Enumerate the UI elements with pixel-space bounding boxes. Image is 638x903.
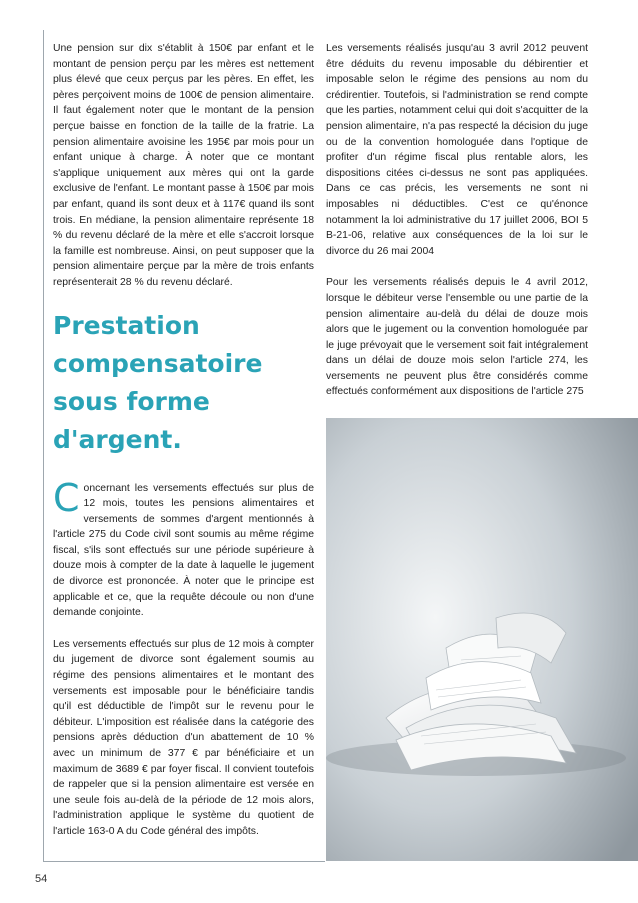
paragraph-pension-stats: Une pension sur dix s'établit à 150€ par enfant et le montant de pension perçu par les mères est nettement plus élevé que ceux perçus par les pères. En effet, les pères perçoivent moins de 100€ de pension alimentaire. Il faut également noter que le montant de la pension perçue baisse en fonction de la taille de la fratrie. La pension alimentaire avoisine les 195€ par mois pour un enfant unique à charge. À noter que ce montant s'applique uniquement aux mères qui ont la garde exclusive de l'enfant. Le montant passe à 150€ par mois par enfant, quand ils sont deux et à 117€ quand ils sont trois. En médiane, la pension alimentaire représente 18 % du revenu déclaré de la mère et elle s'accroit lorsque la famille est nombreuse. Ainsi, on peut supposer que la pension alimentaire perçue par la mère de trois enfants représenterait 28 % du revenu déclaré. xyxy=(53,43,314,288)
paragraph-versements-avant-2012: Les versements réalisés jusqu'au 3 avril 2012 peuvent être déduits du revenu imposable du débirentier et imposable selon le régime des pensions au nom du crédirentier. Toutefois, si l'administration se rend compte que les parties, notamment celui qui doit s'acquitter de la pension alimentaire, n'a pas respecté la décision du juge ou de la convention homologuée dans l'optique de profiter d'un régime fiscal plus rentable alors, les dispositions citées ci-dessus ne sont pas appliquées. Dans ce cas précis, les versements ne sont ni imposables ni déductibles. C'est ce qu'énonce notamment la loi administrative du 17 juillet 2006, BOI 5 B-21-06, relative aux conséquences de la loi sur le divorce du 26 mai 2004 xyxy=(326,43,588,257)
paragraph-regime-fiscal: Les versements effectués sur plus de 12 mois à compter du jugement de divorce sont également soumis au régime des pensions alimentaires et le montant des versements est imposable pour le bénéficiaire tandis qu'il est déductible de l'impôt sur le revenu pour le débiteur. L'imposition est réalisée dans la catégorie des pensions après déduction d'un abattement de 10 % avec un minimum de 377 € par bénéficiaire et un maximum de 3689 € par foyer fiscal. Il convient toutefois de rappeler que si la pension alimentaire est versée en une seule fois au-delà de la période de 12 mois alors, l'administration applique le système du quotient de l'article 163-0 A du Code général des impôts. xyxy=(53,638,314,837)
section-heading: Prestation compensatoire sous forme d'argent. xyxy=(53,310,263,454)
left-column xyxy=(53,41,314,856)
paragraph-versements-depuis-2012: Pour les versements réalisés depuis le 4 avril 2012, lorsque le débiteur verse l'ensemble ou une partie de la pension alimentaire au-delà du délai de douze mois alors que le jugement ou la convention homologuée par le juge prévoyait que le versement soit fait intégralement dans un délai de douze mois selon l'article 274, les versements ne peuvent plus être considérés comme effectués conformément aux dispositions de l'article 275 xyxy=(326,277,588,398)
left-frame-rule xyxy=(43,30,44,862)
right-column xyxy=(326,41,588,416)
paragraph-versements-12-mois xyxy=(53,475,314,621)
drop-cap-letter: C xyxy=(53,475,80,520)
bottom-frame-rule xyxy=(43,861,325,862)
page-number: 54 xyxy=(35,873,48,885)
paragraph-versements-12-mois-text: oncernant les versements effectués sur plus de 12 mois, toutes les pensions alimentaires et versements de sommes d'argent mentionnés à l'article 275 du Code civil sont soumis au même régime fiscal, s'ils sont effectués sur une période supérieure à douze mois à compter de la date à laquelle le jugement de divorce est prononcée. À noter que le principe est applicable et ce, que la requête découle ou non d'une demande conjointe. xyxy=(53,482,314,619)
flying-papers-photo xyxy=(326,418,638,861)
